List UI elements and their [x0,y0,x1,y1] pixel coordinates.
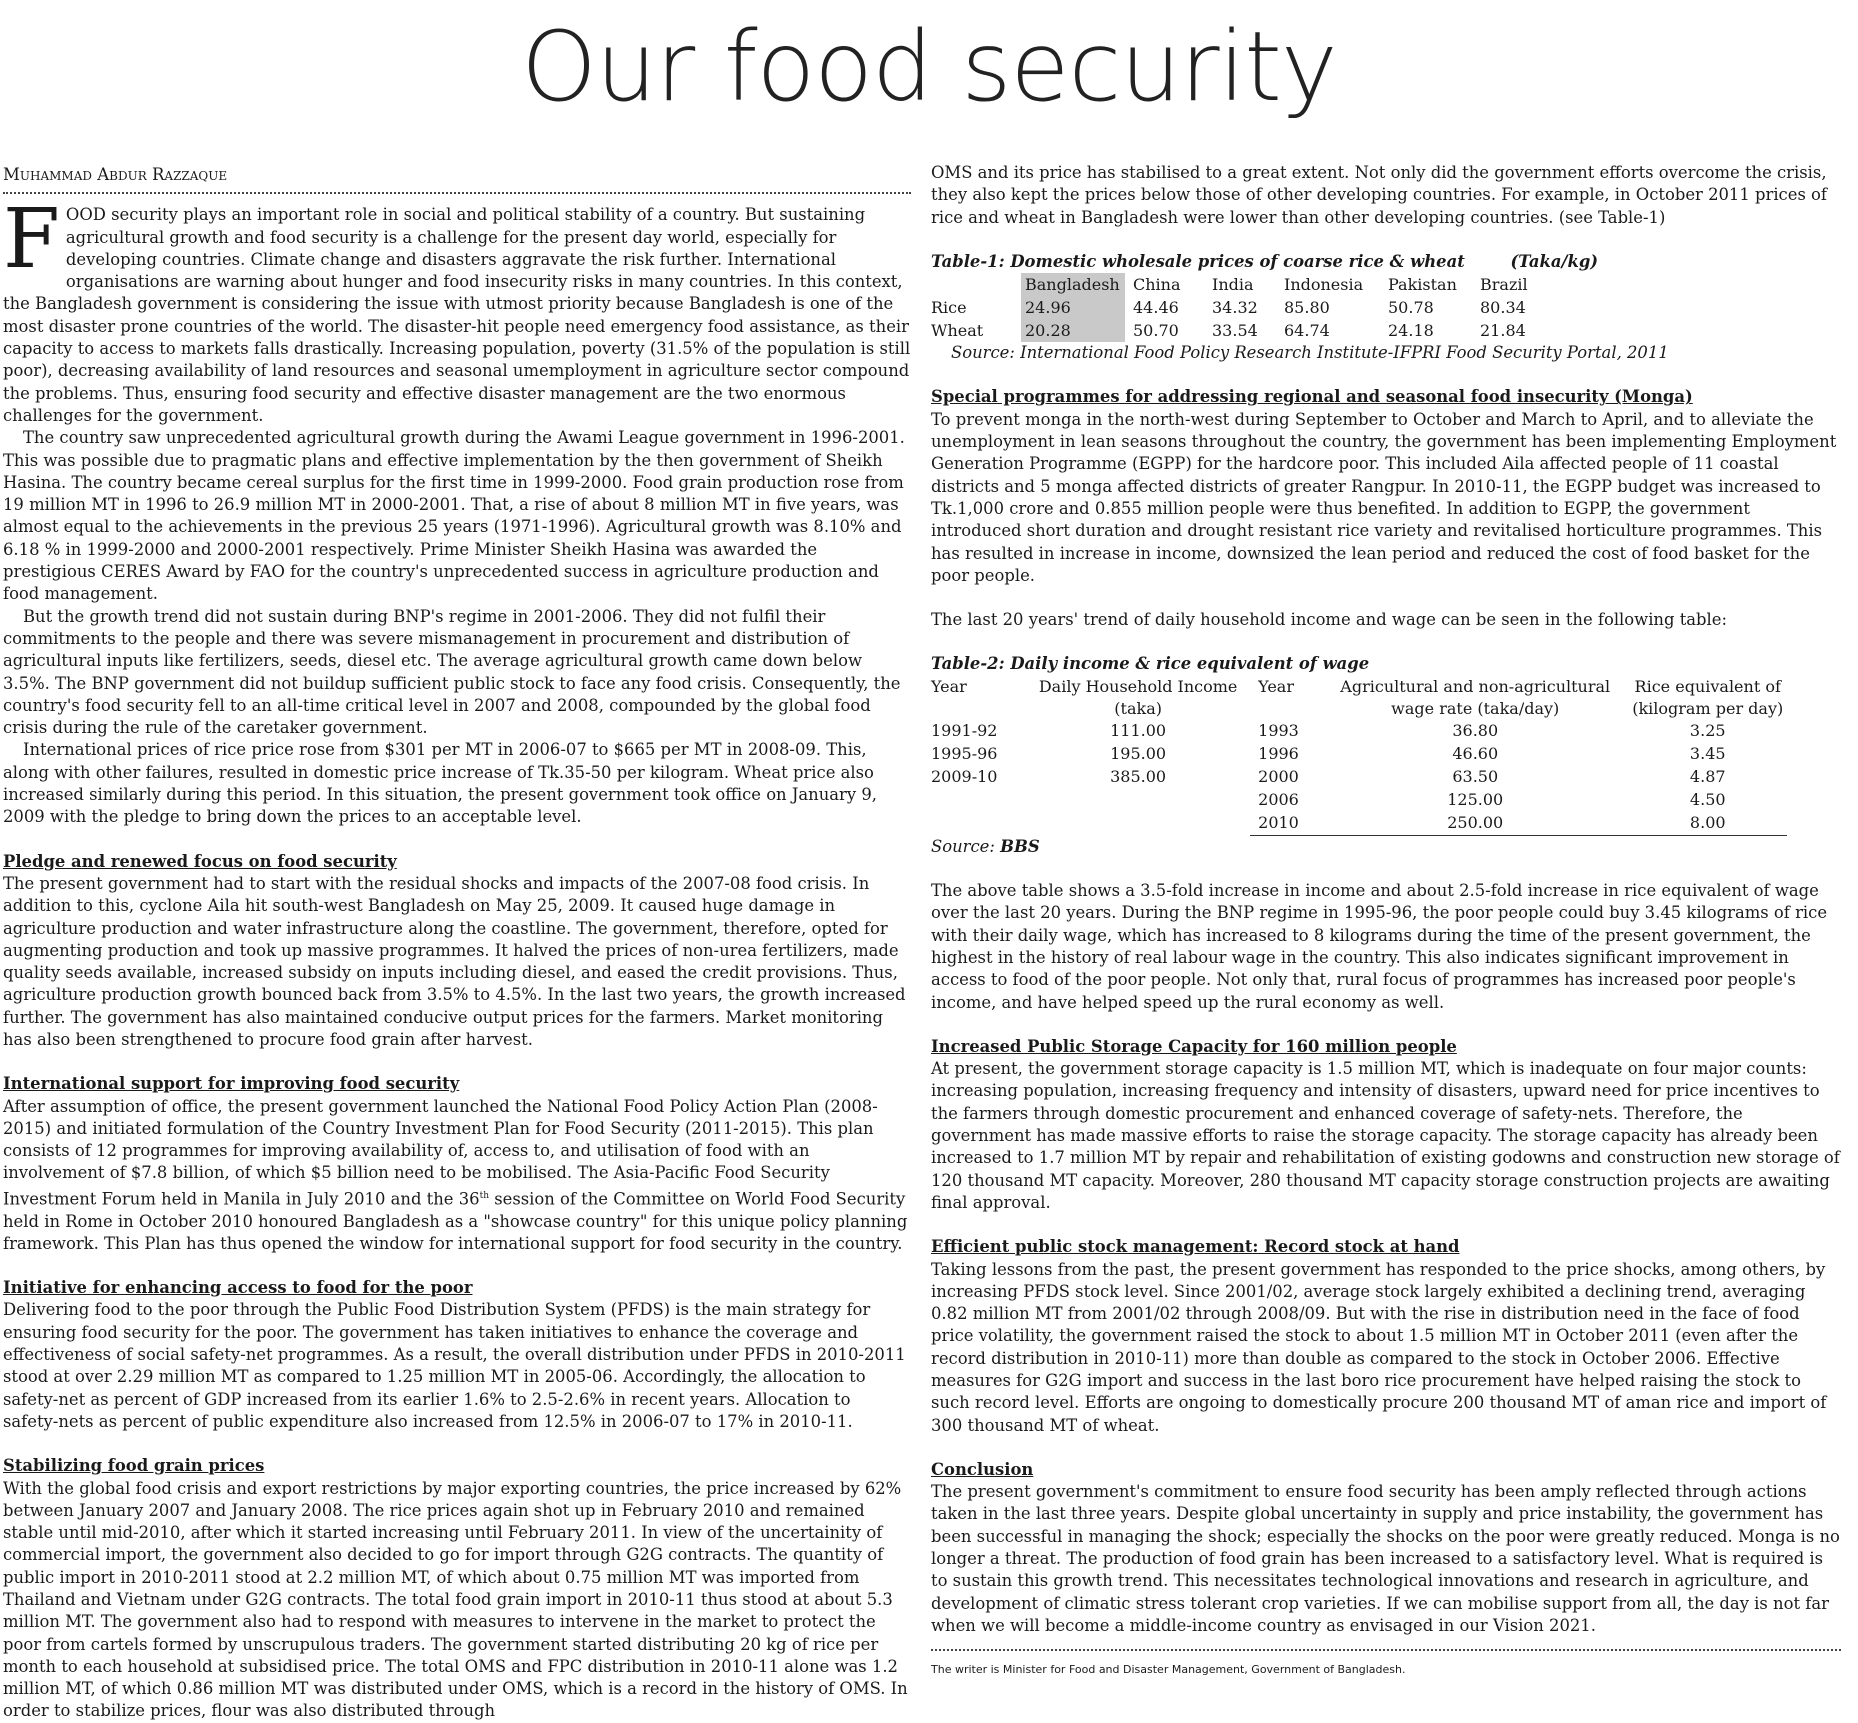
table-1-source: Source: International Food Policy Research Institute-IFPRI Food Security Portal, 2011 [951,343,1669,363]
section-international-text-b: session of the Committee on World Food Security held in Rome in October 2010 honoured Bangladesh as a "showcase country" for this unique policy planning framework. This Plan has thus opened the window for international support for food security in the country. [3,1189,908,1253]
section-pledge: The present government had to start with the residual shocks and impacts of the 2007-08 food crisis. In addition to this, cyclone Aila hit south-west Bangladesh on May 25, 2009. It caused huge damage in agriculture production and water infrastructure along the coastline. The government, therefore, opted for augmenting production and took up massive programmes. It halved the prices of non-urea fertilizers, made quality seeds available, increased subsidy on inputs including diesel, and eased the credit provisions. Thus, agriculture production growth bounced back from 3.5% to 4.5%. In the last two years, the growth increased further. The government has also maintained conducive output prices for the farmers. Market monitoring has also been strengthened to procure food grain after harvest. [3,873,906,1049]
analysis-paragraph: The above table shows a 3.5-fold increase in income and about 2.5-fold increase in rice equivalent of wage over the last 20 years. During the BNP regime in 1995-96, the poor people could buy 3.45 kilograms of rice with their daily wage, which has increased to 8 kilograms during the time of the present government, the highest in the history of real labour wage in the country. This also indicates significant improvement in access to food of the poor people. Not only that, rural focus of programmes has increased poor people's income, and have helped speed up the rural economy as well. [931,881,1828,1012]
left-column [3,164,911,1723]
table-2-cell: 63.50 [1452,767,1499,787]
table-1-col-header: China [1133,274,1181,294]
table-2-header: Rice equivalent of (kilogram per day) [1632,676,1784,718]
table-1-cell: 50.78 [1388,297,1434,317]
heading-stabilizing-prices: Stabilizing food grain prices [3,1456,265,1476]
table-1-cell: 24.18 [1388,320,1434,340]
author-footnote: The writer is Minister for Food and Disaster Management, Government of Bangladesh. [931,1663,1406,1677]
footnote-divider [931,1649,1841,1651]
table-1-cell: 34.32 [1212,297,1258,317]
table-2-cell: 8.00 [1628,812,1787,836]
trend-intro: The last 20 years' trend of daily household income and wage can be seen in the following table: [931,610,1728,630]
table-1-col-header: India [1212,274,1254,294]
table-2-cell: 250.00 [1322,812,1628,836]
table-2-cell [1026,812,1250,836]
byline-divider [3,192,911,194]
table-1-cell: 33.54 [1212,320,1258,340]
table-2-cell [1026,789,1250,812]
table-2-cell [931,789,1026,812]
table-row [931,743,1787,766]
table-2-header: Year [931,676,967,696]
heading-stock-management: Efficient public stock management: Record stock at hand [931,1237,1460,1257]
table-2-cell: 2006 [1258,790,1299,810]
heading-monga: Special programmes for addressing regional and seasonal food insecurity (Monga) [931,387,1693,407]
table-1-col-header: Pakistan [1388,274,1457,294]
byline: Muhammad Abdur Razzaque [3,165,228,184]
section-storage-capacity: At present, the government storage capacity is 1.5 million MT, which is inadequate on four major counts: increasing population, increasing frequency and intensity of disasters, upward need for price incentives to the farmers through domestic procurement and enhanced coverage of safety-nets. Therefore, the government has made massive efforts to raise the storage capacity. The storage capacity has already been increased to 1.7 million MT by repair and rehabilitation of existing godowns and construction new storage of 120 thousand MT capacity. Moreover, 280 thousand MT capacity storage construction projects are awaiting final approval. [931,1059,1840,1212]
ordinal-superscript: th [479,1190,489,1201]
table-2-header: Year [1258,676,1294,696]
section-international-support [3,1096,911,1256]
table-2 [931,653,1841,858]
table-2-cell: 195.00 [1110,744,1167,764]
section-monga: To prevent monga in the north-west during September to October and March to April, and to alleviate the unemployment in lean seasons throughout the country, the government has been implementing Employment Generation Programme (EGPP) for the hardcore poor. This included Aila affected people of 11 coastal districts and 5 monga affected districts of greater Rangpur. In 2010-11, the EGPP budget was increased to Tk.1,000 crore and 0.855 million people were thus benefited. In addition to EGPP, the government introduced short duration and drought resistant rice variety and revitalised horticulture programmes. This has resulted in increase in income, downsized the lean period and reduced the cost of food basket for the poor people. [931,409,1837,585]
table-1 [931,251,1841,365]
table-row [931,812,1787,836]
table-1-row-label: Rice [931,297,967,317]
paragraph-prices: International prices of rice price rose from $301 per MT in 2006-07 to $665 per MT in 2008-09. This, along with other failures, resulted in domestic price increase of Tk.35-50 per kilogram. Wheat price also increased similarly during this period. In this situation, the present government took office on January 9, 2009 with the pledge to bring down the prices to an acceptable level. [3,740,877,827]
table-1-unit: (Taka/kg) [1510,251,1599,271]
table-2-cell: 4.50 [1689,790,1726,810]
section-international-text-a: After assumption of office, the present government launched the National Food Policy Action Plan (2008-2015) and initiated formulation of the Country Investment Plan for Food Security (2011-2015). This plan consists of 12 programmes for improving availability of, access to, and utilisation of food with an involvement of $7.8 billion, of which $5 billion need to be mobilised. The Asia-Pacific Food Security Investment Forum held in Manila in July 2010 and the 36 [3,1096,878,1209]
table-2-cell: 1991-92 [931,721,998,741]
table-2-header: Daily Household Income (taka) [1038,676,1238,718]
table-1-cell: 64.74 [1284,320,1330,340]
table-2-cell: 3.45 [1689,744,1726,764]
table-2-source [931,836,1841,858]
right-column [931,162,1841,1682]
table-1-cell: 44.46 [1133,297,1179,317]
table-2-cell: 1995-96 [931,744,998,764]
paragraph-growth: The country saw unprecedented agricultural growth during the Awami League government in 1996-2001. This was possible due to pragmatic plans and effective implementation by the then government of Sheikh Hasina. The country became cereal surplus for the first time in 1999-2000. Food grain production rose from 19 million MT in 1996 to 26.9 million MT in 2000-2001. That, a rise of about 8 million MT in five years, was almost equal to the achievements in the previous 25 years (1971-1996). Agricultural growth was 8.10% and 6.18 % in 1999-2000 and 2000-2001 respectively. Prime Minister Sheikh Hasina was awarded the prestigious CERES Award by FAO for the country's unprecedented success in agriculture production and food management. [3,428,905,604]
table-2-cell [931,812,1026,836]
intro-paragraph [3,192,911,427]
table-2-cell: 1993 [1258,721,1299,741]
table-2-cell: 2010 [1250,812,1322,836]
heading-access-poor: Initiative for enhancing access to food for the poor [3,1278,473,1298]
table-2-cell: 46.60 [1452,744,1499,764]
table-1-cell: 80.34 [1480,297,1526,317]
intro-text: OOD security plays an important role in social and political stability of a country. But sustaining agricultural growth and food security is a challenge for the present day world, especially for developing countries. Climate change and disasters aggravate the risk further. International organisations are warning about hunger and food insecurity risks in many countries. In this context, the Bangladesh government is considering the issue with utmost priority because Bangladesh is one of the most disaster prone countries of the world. The disaster-hit people need emergency food assistance, as their capacity to access to markets falls drastically. Increasing population, poverty (31.5% of the population is still poor), decreasing availability of land resources and seasonal umemployment in agriculture sector compound the problems. Thus, ensuring food security and effective disaster management are the two enormous challenges for the government. [3,205,911,425]
table-row [931,766,1787,789]
table-2-cell: 3.25 [1689,721,1726,741]
heading-storage-capacity: Increased Public Storage Capacity for 160 million people [931,1036,1457,1056]
table-1-cell: 85.80 [1284,297,1330,317]
section-conclusion: The present government's commitment to ensure food security has been amply reflected through actions taken in the last three years. Despite global uncertainty in supply and price instability, the government has been successful in managing the shock; especially the shocks on the poor were greatly reduced. Monga is no longer a threat. The production of food grain has been increased to a satisfactory level. What is required is to sustain this growth trend. This necessitates technological innovations and research in agriculture, and development of climatic stress tolerant crop varieties. If we can mobilise support from all, the day is not far when we will become a middle-income country as envisaged in our Vision 2021. [931,1482,1840,1635]
table-2-cell: 111.00 [1110,721,1167,741]
table-2-cell: 2000 [1258,767,1299,787]
table-2-source-name: BBS [1000,836,1040,856]
continued-paragraph: OMS and its price has stabilised to a great extent. Not only did the government efforts overcome the crisis, they also kept the prices below those of other developing countries. For example, in October 2011 prices of rice and wheat in Bangladesh were lower than other developing countries. (see Table-1) [931,163,1827,227]
table-1-cell: 24.96 [1021,296,1125,319]
heading-conclusion: Conclusion [931,1459,1034,1479]
table-2-grid [931,676,1787,836]
heading-international-support: International support for improving food security [3,1074,460,1094]
section-access-poor: Delivering food to the poor through the Public Food Distribution System (PFDS) is the main strategy for ensuring food security for the poor. The government has taken initiatives to enhance the coverage and effectiveness of social safety-net programmes. As a result, the overall distribution under PFDS in 2010-2011 stood at over 2.29 million MT as compared to 1.25 million MT in 2005-06. Accordingly, the allocation to safety-net as percent of GDP increased from its earlier 1.6% to 2.5-2.6% in recent years. Allocation to safety-nets as percent of public expenditure also increased from 12.5% in 2006-07 to 17% in 2010-11. [3,1300,906,1431]
table-row [931,720,1787,743]
article-title: Our food security [521,11,1337,123]
table-2-cell: 36.80 [1452,721,1499,741]
table-1-col-header: Indonesia [1284,274,1364,294]
table-1-cell: 20.28 [1021,319,1125,342]
table-2-header: Agricultural and non-agricultural wage rate (taka/day) [1340,676,1611,718]
table-1-cell: 21.84 [1480,320,1526,340]
table-row [931,296,1550,319]
table-2-cell: 2009-10 [931,767,998,787]
paragraph-bnp: But the growth trend did not sustain during BNP's regime in 2001-2006. They did not fulfil their commitments to the people and there was severe mismanagement in procurement and distribution of agricultural inputs like fertilizers, seeds, diesel etc. The average agricultural growth came down below 3.5%. The BNP government did not buildup sufficient public stock to face any food crisis. Consequently, the country's food security fell to an all-time critical level in 2007 and 2008, compounded by the global food crisis during the rule of the caretaker government. [3,606,901,738]
table-2-cell: 4.87 [1689,767,1726,787]
table-2-cell: 385.00 [1110,767,1167,787]
drop-cap: F [3,192,60,288]
section-stabilizing-prices: With the global food crisis and export restrictions by major exporting countries, the price increased by 62% between January 2007 and January 2008. The rice prices again shot up in February 2010 and remained stable until mid-2010, after which it started increasing until February 2011. In view of the uncertainity of commercial import, the government also decided to go for import through G2G contracts. The quantity of public import in 2010-2011 stood at 2.2 million MT, of which about 0.75 million MT was imported from Thailand and Vietnam under G2G contracts. The total food grain import in 2010-11 thus stood at about 5.3 million MT. The government also had to respond with measures to intervene in the market to protect the poor from cartels formed by unscrupulous traders. The government started distributing 20 kg of rice per month to each household at subsidised price. The total OMS and FPC distribution in 2010-11 alone was 1.2 million MT, of which 0.86 million MT was distributed under OMS, which is a record in the history of OMS. In order to stabilize prices, flour was also distributed through [3,1478,908,1721]
table-row [931,789,1787,812]
table-2-cell: 125.00 [1447,790,1504,810]
table-2-source-prefix: Source: [931,836,1001,856]
heading-pledge: Pledge and renewed focus on food security [3,851,397,871]
section-stock-management: Taking lessons from the past, the present government has responded to the price shocks, among others, by increasing PFDS stock level. Since 2001/02, average stock largely exhibited a declining trend, averaging 0.82 million MT from 2001/02 through 2008/09. But with the rise in distribution need in the face of food price volatility, the government raised the stock to about 1.5 million MT in October 2011 (even after the record distribution in 2010-11) more than double as compared to the stock in October 2006. Effective measures for G2G import and success in the last boro rice procurement have helped raising the stock to such record level. Efforts are ongoing to domestically procure 200 thousand MT of aman rice and import of 300 thousand MT of wheat. [931,1259,1827,1435]
table-2-caption: Table-2: Daily income & rice equivalent of wage [931,654,1370,674]
table-1-caption: Table-1: Domestic wholesale prices of coarse rice & wheat [931,251,1465,271]
table-row [931,319,1550,342]
table-1-cell: 50.70 [1133,320,1179,340]
table-1-grid [931,273,1550,342]
table-1-row-label: Wheat [931,320,984,340]
table-1-col-header: Bangladesh [1021,273,1125,296]
table-1-col-header: Brazil [1480,274,1528,294]
table-2-cell: 1996 [1258,744,1299,764]
